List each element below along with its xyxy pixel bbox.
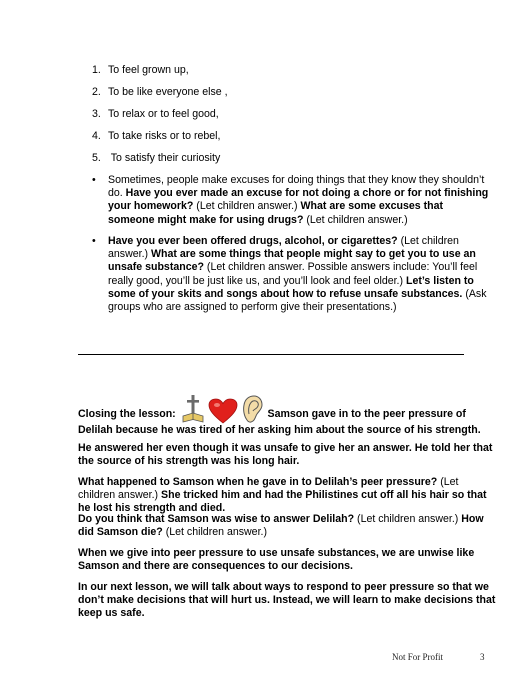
paragraph-text: He answered her even though it was unsafe to give her an answer. He told her that the source of his strength was his long hair. (78, 442, 493, 468)
paragraph-text: She tricked him and had the Philistines cut off all his hair so that he lost his strength and died. (78, 489, 487, 515)
list-number: 2. (92, 86, 101, 98)
list-text: To relax or to feel good, (108, 108, 219, 120)
list-item (92, 64, 472, 77)
bullet-paragraph-offered (92, 235, 492, 314)
list-number: 4. (92, 130, 101, 142)
list-text: To be like everyone else , (108, 86, 228, 98)
list-text: To satisfy their curiosity (108, 152, 221, 164)
bullet-instruction: (Let children answer.) (303, 213, 408, 226)
paragraph-instruction: (Let children answer.) (354, 513, 462, 525)
bullet-instruction: (Ask groups who are assigned to perform give their presentations.) (108, 287, 487, 314)
bullet-instruction: (Let children answer.) (108, 235, 459, 261)
list-text: To feel grown up, (108, 64, 189, 76)
bullet-question: What are some excuses that someone might make for using drugs? (108, 200, 444, 226)
page-number: 3 (480, 652, 485, 662)
bullet-instruction: (Let children answer.) (193, 200, 301, 213)
paragraph-instruction: (Let children answer.) (162, 526, 267, 539)
footer-label: Not For Profit (392, 652, 444, 662)
closing-text: Samson gave in to the peer pressure of Delilah because he was tired of her asking him about the source of his strength. (78, 407, 481, 436)
cross-bible-icon (181, 394, 205, 424)
bullet-question: What are some things that people might say to get you to use an unsafe substance? (108, 248, 476, 274)
paragraph-answer (78, 442, 498, 468)
list-text: To take risks or to rebel, (108, 130, 221, 142)
paragraph-text: When we give into peer pressure to use unsafe substances, we are unwise like Samson and there are consequences to our decisions. (78, 547, 475, 573)
closing-paragraph (78, 394, 498, 437)
bullet-instruction: (Let children answer. Possible answers include: You’ll feel really good, you’ll be just like us, and you’ll look and feel older.) (108, 261, 478, 287)
list-item (92, 152, 472, 165)
list-number: 1. (92, 64, 101, 76)
paragraph-text: In our next lesson, we will talk about ways to respond to peer pressure so that we don’t make decisions that will hurt us. Instead, we will learn to make decisions that keep us safe. (78, 581, 496, 620)
heart-icon (208, 398, 238, 424)
bullet-dot: • (92, 174, 96, 186)
list-number: 3. (92, 108, 101, 120)
paragraph-next-lesson (78, 581, 498, 621)
paragraph-question: What happened to Samson when he gave in to Delilah’s peer pressure? (78, 476, 438, 488)
paragraph-what-happened (78, 476, 498, 516)
bullet-question: Have you ever made an excuse for not doing a chore or for not finishing your homework? (108, 187, 489, 213)
paragraph-question: Do you think that Samson was wise to answer Delilah? (78, 513, 355, 525)
bullet-text: Sometimes, people make excuses for doing things that they know they shouldn’t do. (108, 174, 485, 200)
paragraph-consequences (78, 547, 498, 573)
bullet-dot: • (92, 235, 96, 247)
list-item (92, 108, 472, 121)
bullet-question: Have you ever been offered drugs, alcohol, or cigarettes? (108, 235, 398, 247)
list-item (92, 130, 472, 143)
bullet-paragraph-excuses (92, 174, 492, 227)
closing-icons (181, 394, 263, 424)
paragraph-wise (78, 513, 498, 539)
paragraph-question: How did Samson die? (78, 513, 484, 539)
section-divider (78, 354, 464, 355)
paragraph-instruction: (Let children answer.) (78, 476, 459, 502)
list-item (92, 86, 472, 99)
bullet-question: Let’s listen to some of your skits and songs about how to refuse unsafe substances. (108, 274, 474, 300)
closing-label: Closing the lesson: (78, 407, 176, 420)
ear-icon (241, 394, 263, 424)
list-number: 5. (92, 152, 101, 164)
